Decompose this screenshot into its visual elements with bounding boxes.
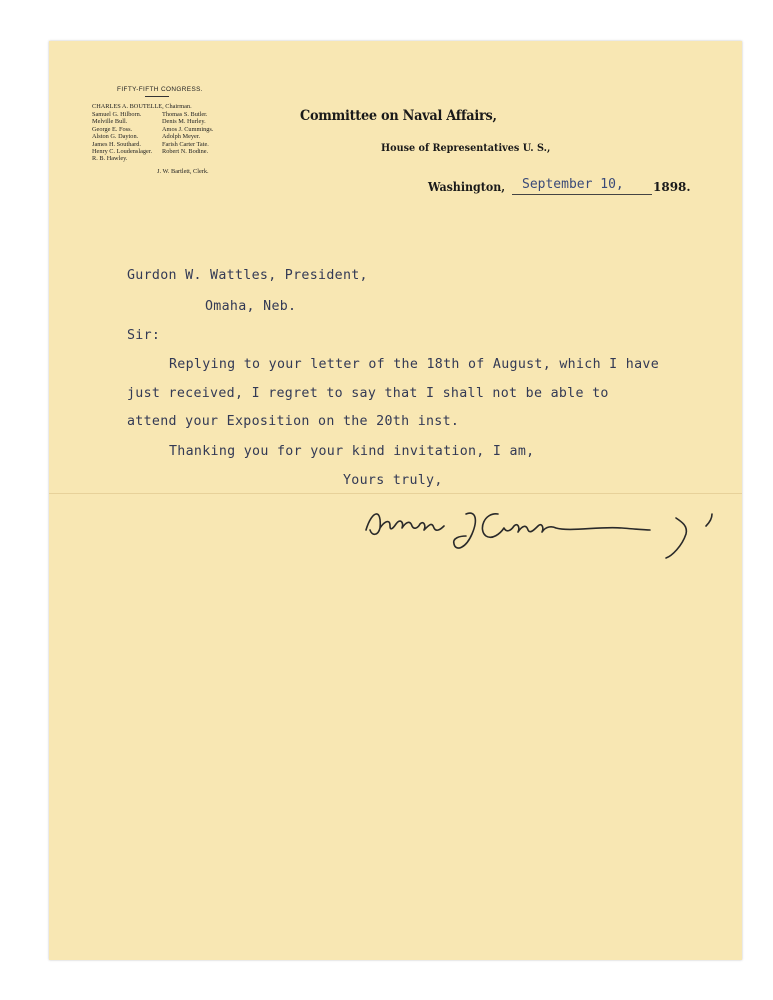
congress-rule [145,96,169,97]
member-row: Alston G. Dayton. Adolph Meyer. [92,133,201,141]
clerk-line: J. W. Bartlett, Clerk. [157,168,209,175]
addressee-name: Gurdon W. Wattles, President, [127,268,368,283]
salutation: Sir: [127,328,161,343]
member-row: Henry C. Loudenslager. Robert N. Bodine. [92,147,209,155]
members-list [92,111,213,163]
body-line: attend your Exposition on the 20th inst. [127,414,460,429]
body-line: Replying to your letter of the 18th of August, which I have [169,357,660,372]
paper-fold-line [49,493,742,494]
member-row: James H. Southard. Farish Carter Tate. [92,140,209,148]
house-title: House of Representatives U. S., [381,142,551,154]
chairman-line: CHARLES A. BOUTELLE, Chairman. [92,103,192,110]
addressee-city: Omaha, Neb. [205,299,297,314]
date-underline [512,194,652,195]
body-line: Thanking you for your kind invitation, I am, [169,444,535,459]
closing: Yours truly, [343,473,443,488]
body-line: just received, I regret to say that I shall not be able to [127,386,609,401]
member-row: Samuel G. Hilborn. Thomas S. Butler. [92,111,208,118]
year-label: 1898. [653,180,691,194]
congress-heading: FIFTY-FIFTH CONGRESS. [117,86,203,93]
member-row: George E. Foss. Amos J. Cummings. [92,125,214,133]
signature [360,500,720,570]
member-row: Melville Bull. Denis M. Hurley. [92,118,206,126]
member-row: R. B. Hawley. [92,155,128,163]
date-typed: September 10, [522,177,624,192]
committee-title: Committee on Naval Affairs, [300,108,497,124]
city-label: Washington, [428,180,506,194]
